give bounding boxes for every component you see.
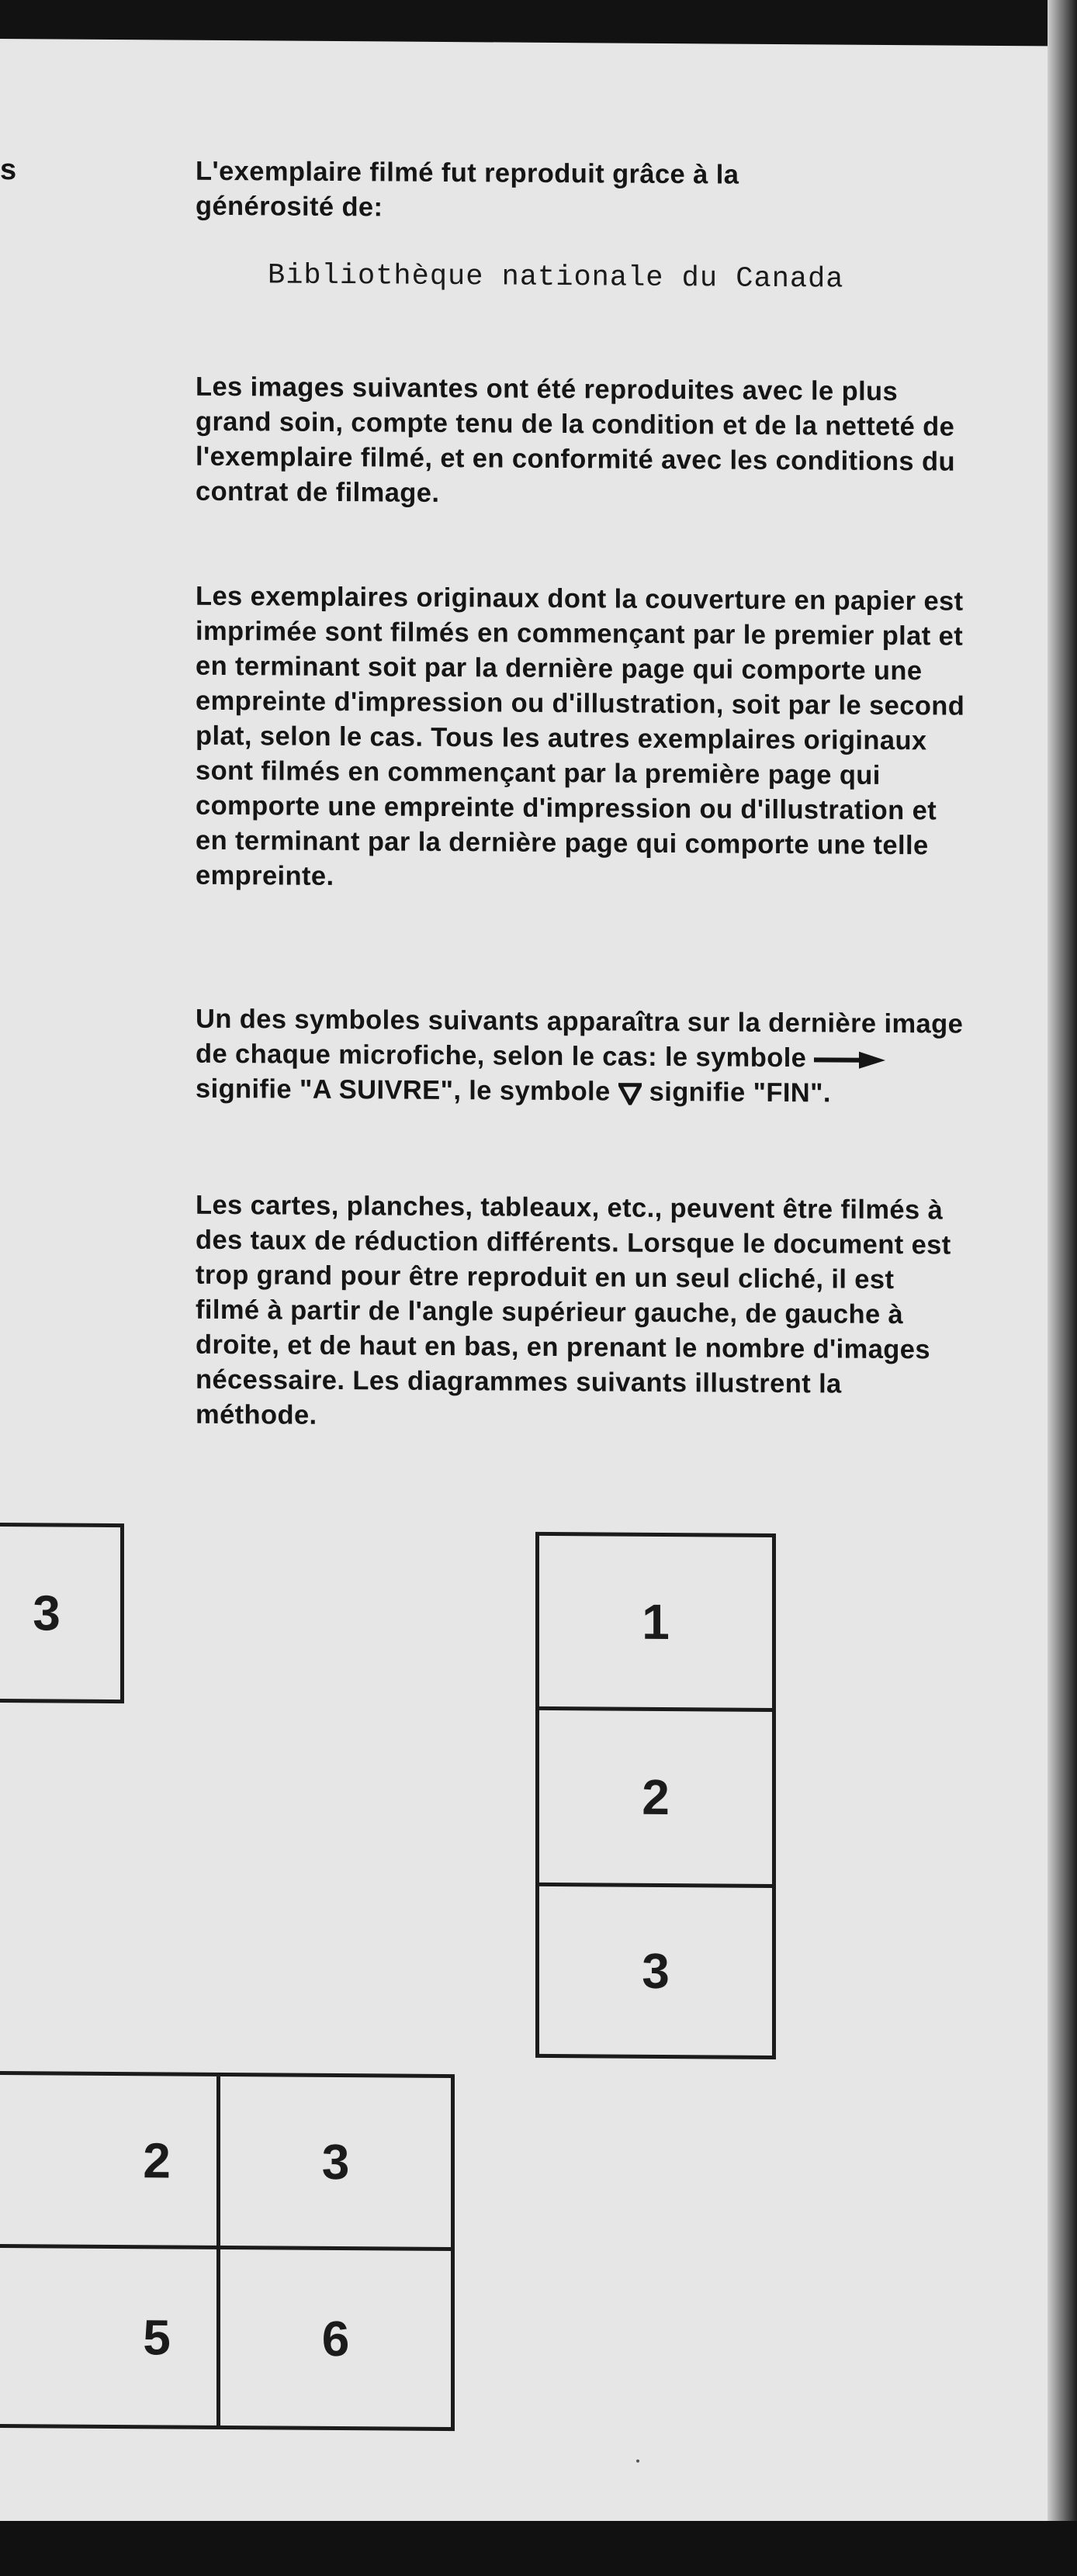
diagram-top-left-number: 3	[33, 1585, 61, 1641]
diagram-top-left-box	[0, 1523, 124, 1703]
institution-name: Bibliothèque nationale du Canada	[268, 259, 844, 296]
scanner-background	[0, 2521, 1077, 2576]
grid-number-6: 6	[321, 2310, 350, 2367]
grid-number-5: 5	[143, 2308, 171, 2366]
stack-number-1: 1	[642, 1593, 670, 1651]
intro-text	[196, 154, 878, 229]
grid-number-2: 2	[143, 2132, 171, 2189]
triangle-down-icon	[618, 1081, 642, 1105]
paragraph-images: Les images suivantes ont été reproduites avec le plus grand soin, compte tenu de la condition et de la netteté de l'exemplaire filmé, et en conformité avec les conditions du contrat de filmage.	[196, 372, 955, 508]
intro-line: L'exemplaire filmé fut reproduit grâce à la générosité de:	[196, 156, 739, 223]
grid-cell-5	[0, 2248, 216, 2426]
arrow-right-icon	[814, 1048, 885, 1072]
grid-cell-2	[0, 2075, 216, 2246]
grid-cell-3	[220, 2076, 451, 2247]
diagram-vertical-stack	[535, 1532, 776, 2059]
scanned-page	[0, 39, 1048, 2528]
paragraph-originals: Les exemplaires originaux dont la couverture en papier est imprimée sont filmés en commençant par le premier plat et en terminant soit par la dernière page qui comporte une empreinte d'impression ou d'illustration, soit par le second plat, selon le cas. Tous les autres exemplaires originaux sont filmés en commençant par la première page qui comporte une empreinte d'impression ou d'illustration et en terminant par la dernière page qui comporte une telle empreinte.	[196, 581, 965, 892]
stack-cell-2	[539, 1710, 772, 1884]
symbols-text-2: signifie "A SUIVRE", le symbole	[196, 1074, 611, 1107]
left-fragment: s	[0, 154, 17, 187]
symbols-text-3: signifie "FIN".	[649, 1077, 831, 1108]
paragraph-symbols	[196, 1002, 964, 1112]
symbols-text-1: Un des symboles suivants apparaîtra sur la dernière image de chaque microfiche, selon le cas: le symbole	[196, 1004, 964, 1074]
grid-number-3: 3	[321, 2133, 350, 2190]
page-edge-shadow	[1048, 0, 1077, 2576]
stack-number-2: 2	[642, 1769, 670, 1826]
diagram-grid	[0, 2071, 455, 2431]
stack-cell-3	[539, 1886, 772, 2056]
dust-speck	[636, 2460, 639, 2463]
paragraph-maps: Les cartes, planches, tableaux, etc., peuvent être filmés à des taux de réduction différents. Lorsque le document est trop grand pour être reproduit en un seul cliché, il est filmé à partir de l'angle supérieur gauche, de gauche à droite, et de haut en bas, en prenant le nombre d'images nécessaire. Les diagrammes suivants illustrent la méthode.	[196, 1190, 951, 1430]
stack-cell-1	[539, 1536, 772, 1708]
stack-number-3: 3	[642, 1942, 670, 2000]
grid-cell-6	[220, 2249, 451, 2427]
